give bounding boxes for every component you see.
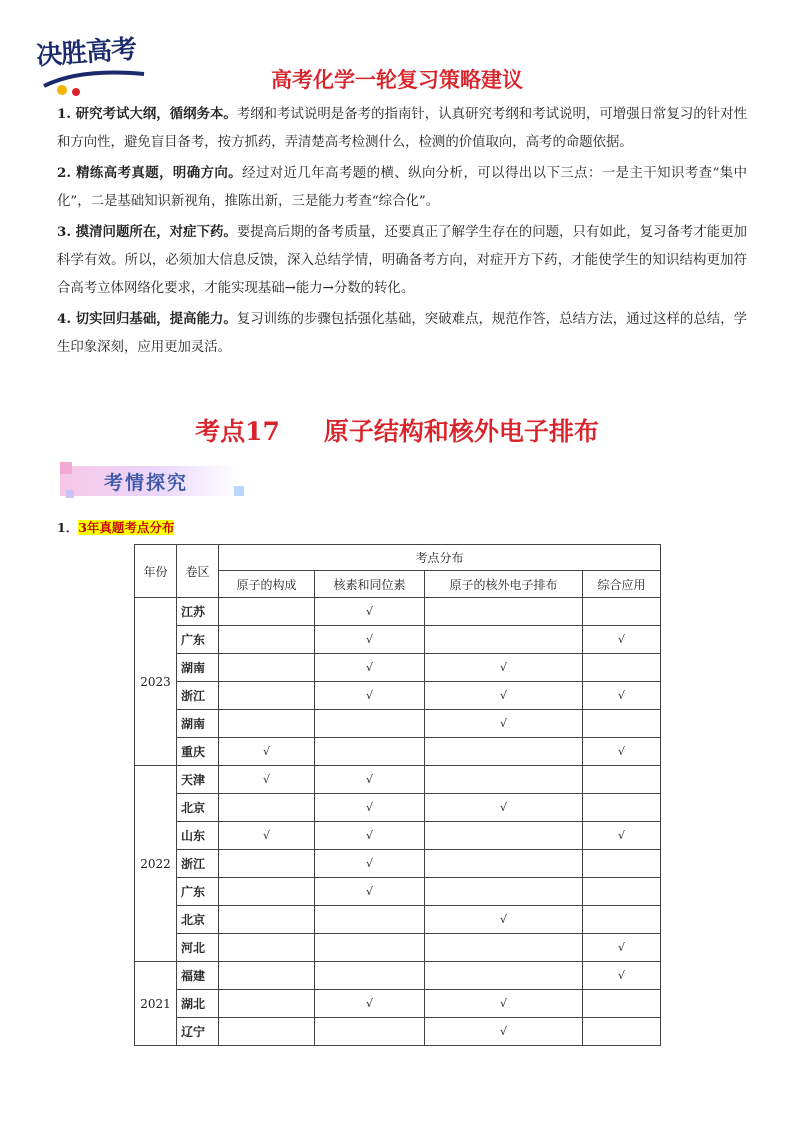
check-cell: √ bbox=[425, 710, 583, 738]
check-cell bbox=[583, 654, 661, 682]
check-cell: √ bbox=[583, 822, 661, 850]
year-cell: 2023 bbox=[135, 598, 177, 766]
header-group: 考点分布 bbox=[219, 545, 661, 571]
region-cell: 福建 bbox=[177, 962, 219, 990]
check-cell: √ bbox=[315, 990, 425, 1018]
table-row bbox=[135, 850, 661, 878]
check-cell bbox=[315, 934, 425, 962]
region-cell: 广东 bbox=[177, 626, 219, 654]
check-cell: √ bbox=[315, 598, 425, 626]
table-row bbox=[135, 794, 661, 822]
header-col: 综合应用 bbox=[583, 571, 661, 598]
check-cell: √ bbox=[425, 990, 583, 1018]
check-cell bbox=[219, 626, 315, 654]
table-row bbox=[135, 682, 661, 710]
table-row bbox=[135, 598, 661, 626]
check-cell bbox=[219, 598, 315, 626]
check-cell bbox=[219, 654, 315, 682]
check-cell bbox=[425, 934, 583, 962]
table-row bbox=[135, 738, 661, 766]
check-cell bbox=[219, 962, 315, 990]
check-cell bbox=[315, 738, 425, 766]
check-cell bbox=[219, 710, 315, 738]
section-banner bbox=[60, 462, 250, 502]
tip-4 bbox=[57, 305, 747, 362]
tip-body: 考纲和考试说明是备考的指南针，认真研究考纲和考试说明，可增强日常复习的针对性和方向性，避免盲目备考，按方抓药，弄清楚高考检测什么，检测的价值取向，高考的命题依据。 bbox=[57, 107, 748, 150]
check-cell bbox=[219, 878, 315, 906]
check-cell: √ bbox=[219, 822, 315, 850]
tip-2 bbox=[57, 159, 747, 216]
check-cell bbox=[219, 990, 315, 1018]
table-row bbox=[135, 962, 661, 990]
check-cell: √ bbox=[583, 962, 661, 990]
exam-distribution-table bbox=[134, 544, 661, 1046]
check-cell bbox=[583, 850, 661, 878]
document-title: 高考化学一轮复习策略建议 bbox=[271, 68, 523, 92]
table-row bbox=[135, 1018, 661, 1046]
table-row bbox=[135, 934, 661, 962]
tip-heading: 4. 切实回归基础，提高能力。 bbox=[57, 311, 237, 327]
check-cell bbox=[219, 934, 315, 962]
check-cell bbox=[583, 990, 661, 1018]
banner-decoration bbox=[66, 490, 74, 498]
table-row bbox=[135, 990, 661, 1018]
tip-heading: 3. 摸清问题所在，对症下药。 bbox=[57, 224, 237, 240]
check-cell: √ bbox=[425, 682, 583, 710]
region-cell: 辽宁 bbox=[177, 1018, 219, 1046]
table-row bbox=[135, 878, 661, 906]
check-cell: √ bbox=[583, 934, 661, 962]
check-cell bbox=[315, 906, 425, 934]
tip-3 bbox=[57, 218, 747, 303]
banner-text: 考情探究 bbox=[104, 472, 189, 494]
check-cell: √ bbox=[315, 822, 425, 850]
check-cell: √ bbox=[425, 654, 583, 682]
check-cell bbox=[219, 906, 315, 934]
topic-title bbox=[0, 412, 794, 448]
table-row bbox=[135, 654, 661, 682]
check-cell bbox=[425, 962, 583, 990]
table-row bbox=[135, 710, 661, 738]
check-cell: √ bbox=[315, 878, 425, 906]
sub-heading bbox=[57, 518, 174, 536]
check-cell bbox=[583, 794, 661, 822]
table-row bbox=[135, 906, 661, 934]
tip-body: 复习训练的步骤包括强化基础，突破难点，规范作答，总结方法，通过这样的总结，学生印象深刻，应用更加灵活。 bbox=[57, 312, 748, 355]
table-row bbox=[135, 766, 661, 794]
tip-body: 要提高后期的备考质量，还要真正了解学生存在的问题，只有如此，复习备考才能更加科学有效。所以，必须加大信息反馈，深入总结学情，明确备考方向，对症开方下药，才能使学生的知识结构更加符合高考立体网络化要求，才能实现基础→能力→分数的转化。 bbox=[57, 225, 748, 296]
check-cell: √ bbox=[315, 682, 425, 710]
check-cell bbox=[583, 1018, 661, 1046]
region-cell: 浙江 bbox=[177, 850, 219, 878]
region-cell: 湖北 bbox=[177, 990, 219, 1018]
sub-heading-index: 1． bbox=[57, 520, 79, 535]
region-cell: 湖南 bbox=[177, 654, 219, 682]
check-cell bbox=[425, 766, 583, 794]
check-cell: √ bbox=[583, 626, 661, 654]
tip-heading: 2. 精练高考真题，明确方向。 bbox=[57, 165, 243, 181]
check-cell bbox=[425, 738, 583, 766]
check-cell: √ bbox=[583, 738, 661, 766]
year-cell: 2021 bbox=[135, 962, 177, 1046]
check-cell: √ bbox=[315, 850, 425, 878]
check-cell: √ bbox=[315, 766, 425, 794]
table-row bbox=[135, 822, 661, 850]
check-cell: √ bbox=[315, 794, 425, 822]
check-cell bbox=[425, 822, 583, 850]
check-cell: √ bbox=[219, 738, 315, 766]
region-cell: 浙江 bbox=[177, 682, 219, 710]
header-col: 核素和同位素 bbox=[315, 571, 425, 598]
sub-heading-label: 3年真题考点分布 bbox=[78, 520, 175, 535]
check-cell bbox=[315, 962, 425, 990]
banner-decoration bbox=[60, 462, 72, 474]
check-cell bbox=[425, 878, 583, 906]
topic-number: 考点17 bbox=[195, 417, 280, 446]
check-cell bbox=[425, 626, 583, 654]
tip-body: 经过对近几年高考题的横、纵向分析，可以得出以下三点：一是主干知识考查“集中化”，二是基础知识新视角，推陈出新，三是能力考查“综合化”。 bbox=[57, 166, 748, 209]
check-cell bbox=[583, 878, 661, 906]
region-cell: 江苏 bbox=[177, 598, 219, 626]
check-cell bbox=[583, 598, 661, 626]
year-cell: 2022 bbox=[135, 766, 177, 962]
region-cell: 北京 bbox=[177, 906, 219, 934]
check-cell: √ bbox=[425, 906, 583, 934]
header-year: 年份 bbox=[135, 545, 177, 598]
check-cell bbox=[219, 850, 315, 878]
header-region: 卷区 bbox=[177, 545, 219, 598]
topic-name: 原子结构和核外电子排布 bbox=[323, 417, 599, 446]
check-cell bbox=[583, 766, 661, 794]
check-cell: √ bbox=[425, 794, 583, 822]
check-cell bbox=[425, 850, 583, 878]
logo-text: 决胜高考 bbox=[35, 34, 138, 72]
region-cell: 广东 bbox=[177, 878, 219, 906]
check-cell bbox=[315, 710, 425, 738]
check-cell: √ bbox=[315, 626, 425, 654]
table-body bbox=[135, 598, 661, 1046]
strategy-tips bbox=[57, 100, 747, 364]
check-cell: √ bbox=[315, 654, 425, 682]
check-cell bbox=[425, 598, 583, 626]
header-col: 原子的核外电子排布 bbox=[425, 571, 583, 598]
region-cell: 重庆 bbox=[177, 738, 219, 766]
region-cell: 湖南 bbox=[177, 710, 219, 738]
check-cell bbox=[315, 1018, 425, 1046]
tip-heading: 1. 研究考试大纲，循纲务本。 bbox=[57, 106, 237, 122]
check-cell bbox=[219, 682, 315, 710]
region-cell: 北京 bbox=[177, 794, 219, 822]
header-col: 原子的构成 bbox=[219, 571, 315, 598]
check-cell bbox=[219, 794, 315, 822]
tip-1 bbox=[57, 100, 747, 157]
check-cell: √ bbox=[219, 766, 315, 794]
region-cell: 天津 bbox=[177, 766, 219, 794]
table-row bbox=[135, 626, 661, 654]
check-cell bbox=[583, 906, 661, 934]
region-cell: 河北 bbox=[177, 934, 219, 962]
check-cell: √ bbox=[425, 1018, 583, 1046]
check-cell: √ bbox=[583, 682, 661, 710]
check-cell bbox=[219, 1018, 315, 1046]
check-cell bbox=[583, 710, 661, 738]
region-cell: 山东 bbox=[177, 822, 219, 850]
banner-decoration bbox=[234, 486, 244, 496]
